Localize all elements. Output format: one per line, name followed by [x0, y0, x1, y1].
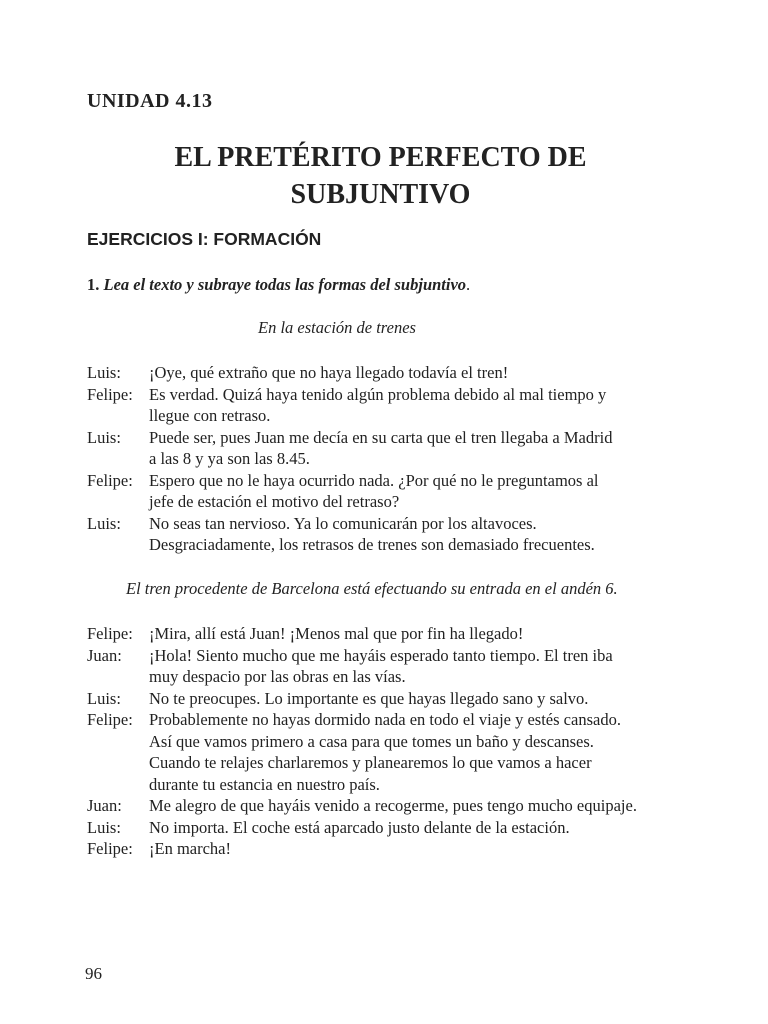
dialog-line: [87, 688, 674, 710]
speech-text: muy despacio por las obras en las vías.: [149, 667, 406, 686]
speaker-indent: [87, 534, 149, 556]
speech-text: jefe de estación el motivo del retraso?: [149, 492, 400, 511]
speech-text: ¡Mira, allí está Juan! ¡Menos mal que por fin ha llegado!: [149, 624, 524, 643]
page-title: [87, 139, 674, 213]
dialog-line: [87, 448, 674, 470]
speech-text: ¡En marcha!: [149, 839, 231, 858]
exercise-text: Lea el texto y subraye todas las formas del subjuntivo: [103, 275, 467, 294]
speaker-indent: [87, 752, 149, 774]
dialog-line: [87, 838, 674, 860]
scene-heading-2: El tren procedente de Barcelona está efectuando su entrada en el andén 6.: [126, 579, 618, 598]
speech-text: No seas tan nervioso. Ya lo comunicarán por los altavoces.: [149, 513, 537, 533]
speech-text: llegue con retraso.: [149, 406, 271, 425]
dialog-line: [87, 534, 674, 556]
dialog-line: [87, 645, 674, 667]
speech-text: Cuando te relajes charlaremos y planearemos lo que vamos a hacer: [149, 753, 592, 772]
unit-heading: UNIDAD 4.13: [87, 90, 213, 112]
speech-text: Es verdad. Quizá haya tenido algún problema debido al mal tiempo y: [149, 384, 607, 404]
dialog-line: [87, 427, 674, 449]
speech-text: Desgraciadamente, los retrasos de trenes son demasiado frecuentes.: [149, 535, 595, 554]
speaker-indent: [87, 448, 149, 470]
section-heading: EJERCICIOS I: FORMACIÓN: [87, 229, 322, 249]
exercise-instruction: [87, 275, 470, 295]
dialog-line: [87, 817, 674, 839]
speech-text: Probablemente no hayas dormido nada en todo el viaje y estés cansado.: [149, 710, 621, 729]
dialog-line: [87, 666, 674, 688]
speaker-name: Felipe:: [87, 710, 133, 729]
dialog-line: [87, 362, 674, 384]
scene-heading-1: En la estación de trenes: [258, 318, 416, 337]
dialog-line: [87, 752, 674, 774]
speech-text: durante tu estancia en nuestro país.: [149, 774, 380, 794]
dialog-line: [87, 795, 674, 817]
exercise-period: .: [466, 275, 471, 294]
speech-text: No te preocupes. Lo importante es que hayas llegado sano y salvo.: [149, 688, 589, 708]
title-line-1: EL PRETÉRITO PERFECTO DE: [174, 142, 587, 173]
speech-text: Me alegro de que hayáis venido a recogerme, pues tengo mucho equipaje.: [149, 796, 637, 815]
speaker-name: Luis:: [87, 363, 121, 382]
speech-text: ¡Oye, qué extraño que no haya llegado todavía el tren!: [149, 363, 509, 382]
dialog-line: [87, 491, 674, 513]
speaker-indent: [87, 774, 149, 796]
speech-text: ¡Hola! Siento mucho que me hayáis esperado tanto tiempo. El tren iba: [149, 645, 613, 665]
dialog-line: [87, 384, 674, 406]
speaker-name: Juan:: [87, 645, 122, 665]
dialog-line: [87, 513, 674, 535]
exercise-number: 1.: [87, 275, 100, 294]
dialog-line: [87, 774, 674, 796]
speaker-name: Felipe:: [87, 839, 133, 858]
speaker-indent: [87, 405, 149, 427]
speaker-name: Juan:: [87, 796, 122, 815]
speaker-name: Felipe:: [87, 384, 133, 404]
speaker-name: Luis:: [87, 688, 121, 708]
dialog-line: [87, 405, 674, 427]
speaker-indent: [87, 666, 149, 688]
speaker-indent: [87, 491, 149, 513]
speech-text: Espero que no le haya ocurrido nada. ¿Por qué no le preguntamos al: [149, 470, 599, 490]
speaker-name: Luis:: [87, 513, 121, 533]
speech-text: Así que vamos primero a casa para que tomes un baño y descanses.: [149, 731, 594, 751]
speech-text: No importa. El coche está aparcado justo delante de la estación.: [149, 817, 570, 837]
speech-text: a las 8 y ya son las 8.45.: [149, 449, 310, 468]
speech-text: Puede ser, pues Juan me decía en su carta que el tren llegaba a Madrid: [149, 427, 613, 447]
dialog-block-2: [87, 623, 674, 860]
speaker-name: Luis:: [87, 817, 121, 837]
dialog-line: [87, 731, 674, 753]
dialog-block-1: [87, 362, 674, 556]
dialog-line: [87, 470, 674, 492]
speaker-name: Luis:: [87, 427, 121, 447]
title-line-2: SUBJUNTIVO: [290, 179, 471, 210]
page-number: 96: [85, 964, 102, 983]
dialog-line: [87, 623, 674, 645]
speaker-name: Felipe:: [87, 624, 133, 643]
speaker-indent: [87, 731, 149, 753]
dialog-line: [87, 709, 674, 731]
speaker-name: Felipe:: [87, 470, 133, 490]
